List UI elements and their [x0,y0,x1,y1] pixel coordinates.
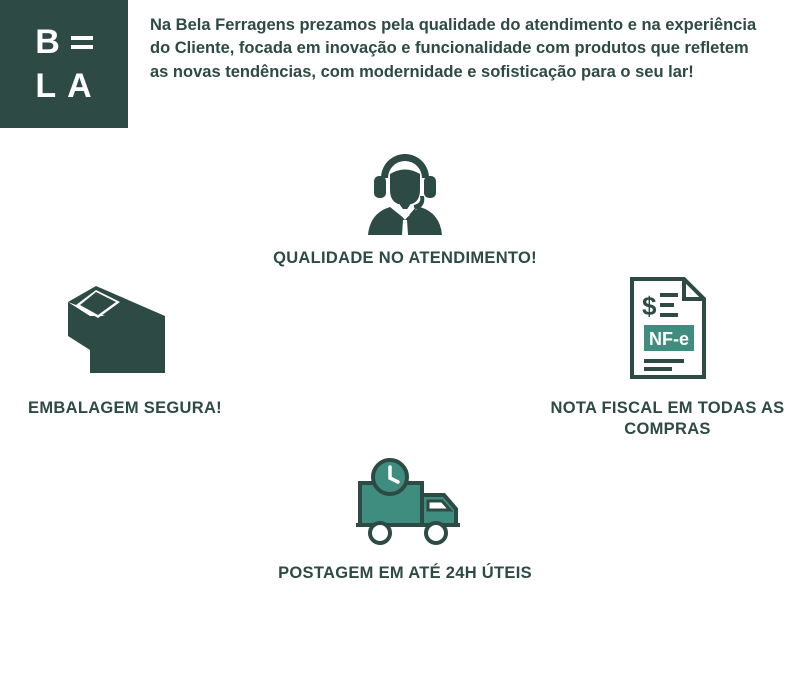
logo-line-1 [30,25,98,59]
equals-icon [66,31,98,54]
nfe-badge-label: NF-e [648,329,689,349]
invoice-nfe-document-icon [535,273,800,388]
logo-line-2 [30,69,97,103]
feature-caption: NOTA FISCAL EM TODAS AS COMPRAS [550,399,785,439]
feature-caption: POSTAGEM EM ATÉ 24H ÚTEIS [278,564,532,582]
feature-postagem [250,453,560,584]
logo-letter-l: L [35,67,58,105]
logo-letter-a: A [67,67,93,105]
headset-support-agent-icon [260,138,550,238]
feature-embalagem [0,278,250,419]
logo-letter-b: B [35,23,61,61]
delivery-truck-clock-icon [250,453,560,553]
intro-paragraph: Na Bela Ferragens prezamos pela qualidade do atendimento e na experiência do Cliente, focada em inovação e funcionalidade com produtos que refletem as novas tendências, com modernidade e sofisticação para o seu lar! [150,16,757,81]
package-box-icon [0,278,250,388]
svg-text:$: $ [641,291,656,321]
feature-caption: EMBALAGEM SEGURA! [28,399,222,417]
brand-logo [0,0,128,128]
feature-atendimento [260,138,550,269]
feature-caption: QUALIDADE NO ATENDIMENTO! [273,249,537,267]
feature-nota [535,273,800,441]
page-header [0,0,800,128]
features-section [0,128,800,688]
